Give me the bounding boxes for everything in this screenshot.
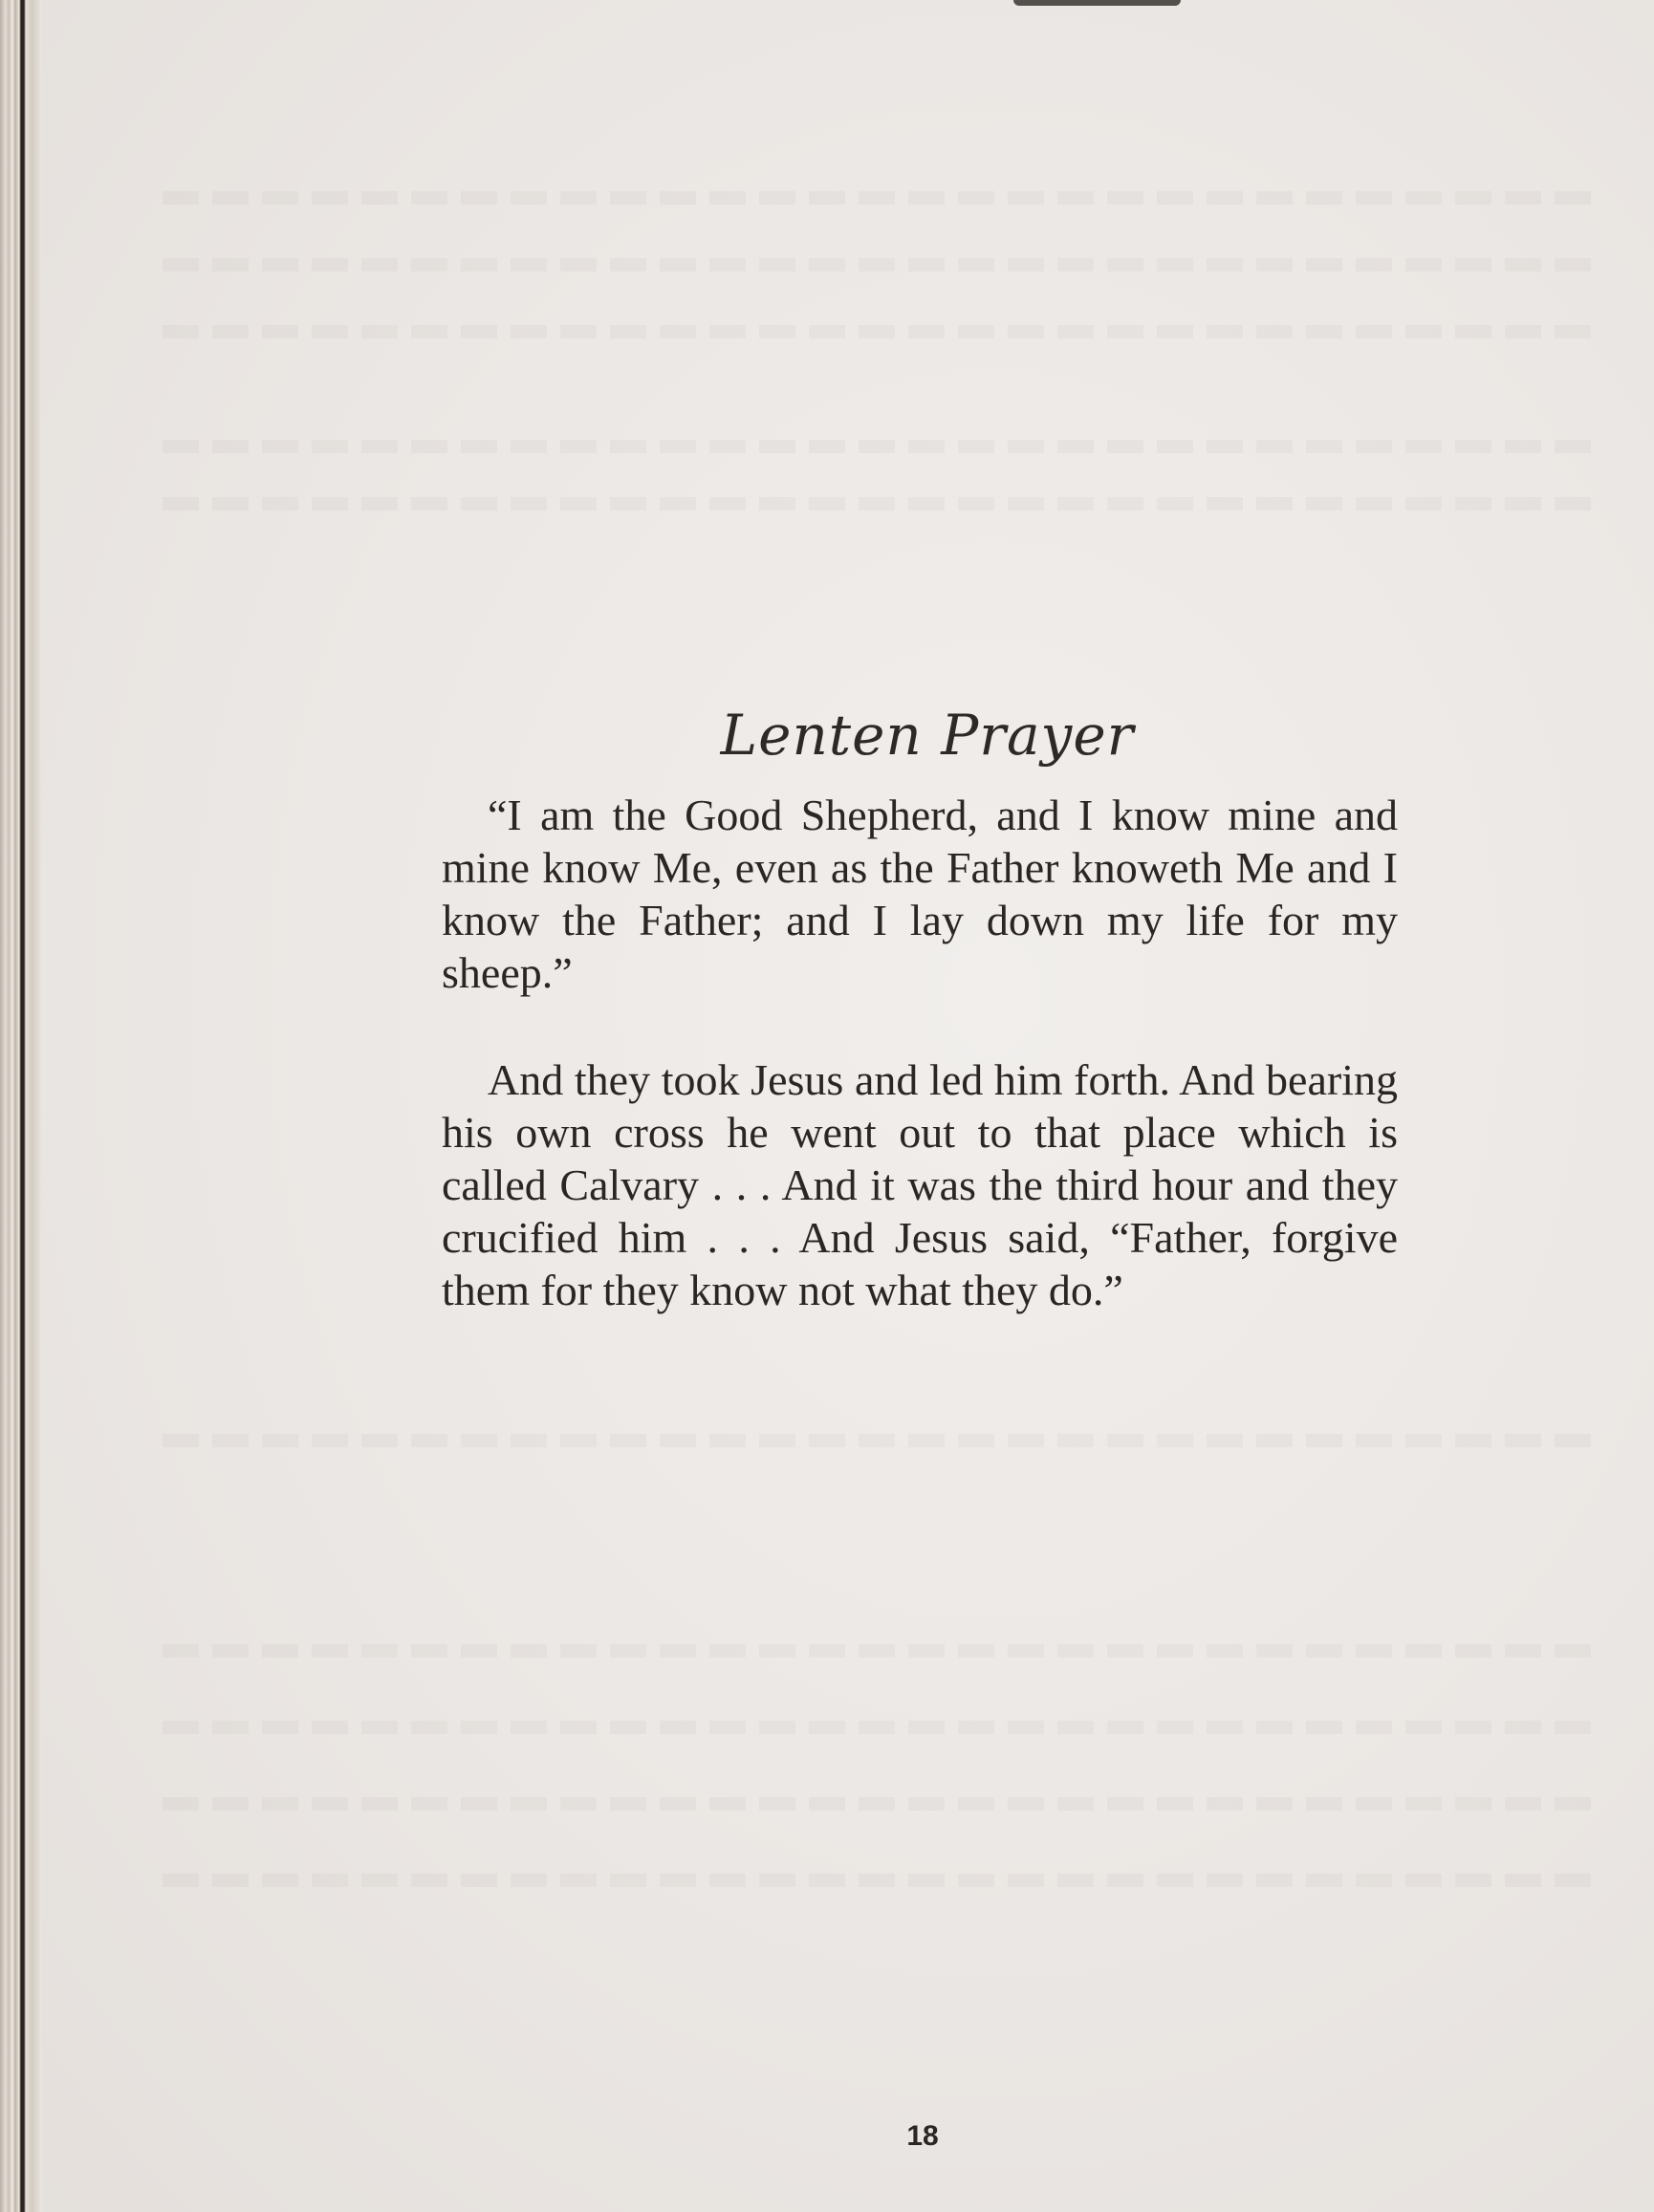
- top-tab: [1013, 0, 1181, 6]
- show-through: [163, 440, 1597, 453]
- bound-edge: [0, 0, 42, 2212]
- paragraph-calvary: And they took Jesus and led him forth. And bearing his own cross he went out to that place which is called Calvary . . . And it was the third hour and they crucified him . . . And Jesus said, “Father, forgive them for they know not what they do.”: [442, 1055, 1398, 1314]
- show-through: [163, 1721, 1597, 1734]
- show-through: [163, 191, 1597, 205]
- show-through: [163, 258, 1597, 271]
- article: [442, 703, 1398, 1316]
- show-through: [163, 1874, 1597, 1887]
- page-number: 18: [906, 2120, 939, 2152]
- article-title: Lenten Prayer: [720, 703, 1135, 768]
- paragraph-shepherd: “I am the Good Shepherd, and I know mine and mine know Me, even as the Father knoweth Me and I know the Father; and I lay down my life for my sheep.”: [442, 791, 1398, 997]
- show-through: [163, 1797, 1597, 1811]
- show-through: [163, 325, 1597, 338]
- show-through: [163, 497, 1597, 510]
- show-through: [163, 1644, 1597, 1658]
- show-through: [163, 1434, 1597, 1447]
